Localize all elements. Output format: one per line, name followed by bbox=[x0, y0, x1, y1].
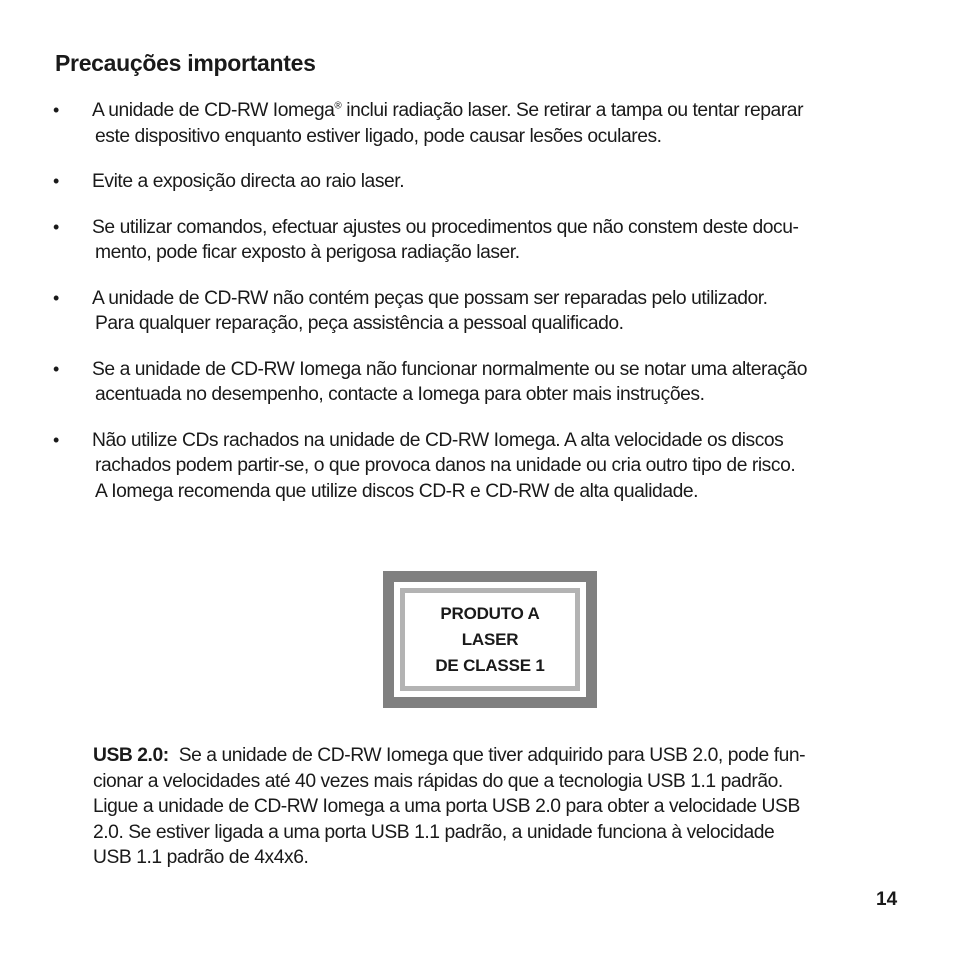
bullet-marker: • bbox=[53, 216, 59, 237]
list-item-line: A Iomega recomenda que utilize discos CD-R e CD-RW de alta qualidade. bbox=[95, 480, 699, 502]
bullet-marker: • bbox=[53, 100, 59, 120]
laser-class-label bbox=[383, 571, 597, 708]
list-item bbox=[0, 169, 912, 195]
list-item bbox=[0, 357, 912, 408]
usb-note-title: USB 2.0: bbox=[93, 745, 169, 766]
usb-note-line: cionar a velocidades até 40 vezes mais rápidas do que a tecnologia USB 1.1 padrão. bbox=[93, 770, 783, 792]
list-item bbox=[0, 215, 912, 266]
list-item-line: mento, pode ficar exposto à perigosa radiação laser. bbox=[95, 242, 520, 263]
usb-note-line: 2.0. Se estiver ligada a uma porta USB 1.1 padrão, a unidade funciona à velocidade bbox=[93, 821, 775, 843]
list-item-line: Se utilizar comandos, efectuar ajustes ou procedimentos que não constem deste docu- bbox=[92, 216, 799, 238]
usb-note-line: Ligue a unidade de CD-RW Iomega a uma porta USB 2.0 para obter a velocidade USB bbox=[93, 796, 800, 817]
bullet-marker: • bbox=[53, 429, 59, 450]
list-item-line: A unidade de CD-RW não contém peças que possam ser reparadas pelo utilizador. bbox=[92, 287, 768, 309]
bullet-marker: • bbox=[53, 287, 59, 308]
list-item-line: Se a unidade de CD-RW Iomega não funcionar normalmente ou se notar uma alteração bbox=[92, 358, 807, 380]
section-heading: Precauções importantes bbox=[55, 50, 316, 76]
precautions-list bbox=[0, 98, 954, 524]
laser-label-line: DE CLASSE 1 bbox=[435, 655, 545, 675]
list-item-line: Para qualquer reparação, peça assistência a pessoal qualificado. bbox=[95, 313, 624, 334]
bullet-marker: • bbox=[53, 358, 59, 379]
usb-note-line: USB 1.1 padrão de 4x4x6. bbox=[93, 847, 309, 868]
list-item bbox=[0, 286, 912, 337]
list-item-line: acentuada no desempenho, contacte a Iomega para obter mais instruções. bbox=[95, 384, 705, 405]
list-item-line: este dispositivo enquanto estiver ligado, pode causar lesões oculares. bbox=[95, 125, 662, 147]
list-item bbox=[0, 428, 912, 505]
list-item-line: Não utilize CDs rachados na unidade de CD-RW Iomega. A alta velocidade os discos bbox=[92, 429, 784, 451]
usb-note bbox=[93, 743, 913, 871]
usb-note-line: USB 2.0: Se a unidade de CD-RW Iomega que tiver adquirido para USB 2.0, pode fun- bbox=[93, 745, 806, 766]
list-item-line: A unidade de CD-RW Iomega® inclui radiação laser. Se retirar a tampa ou tentar reparar bbox=[92, 100, 804, 121]
list-item bbox=[0, 98, 912, 149]
list-item-line: rachados podem partir-se, o que provoca danos na unidade ou cria outro tipo de risco. bbox=[95, 455, 796, 476]
list-item-line: Evite a exposição directa ao raio laser. bbox=[92, 171, 405, 192]
label-text-box bbox=[405, 593, 575, 686]
laser-label-line: LASER bbox=[461, 629, 519, 649]
laser-label-line: PRODUTO A bbox=[440, 603, 540, 623]
page-number: 14 bbox=[876, 889, 898, 910]
registered-mark: ® bbox=[334, 100, 342, 112]
bullet-marker: • bbox=[53, 171, 59, 191]
